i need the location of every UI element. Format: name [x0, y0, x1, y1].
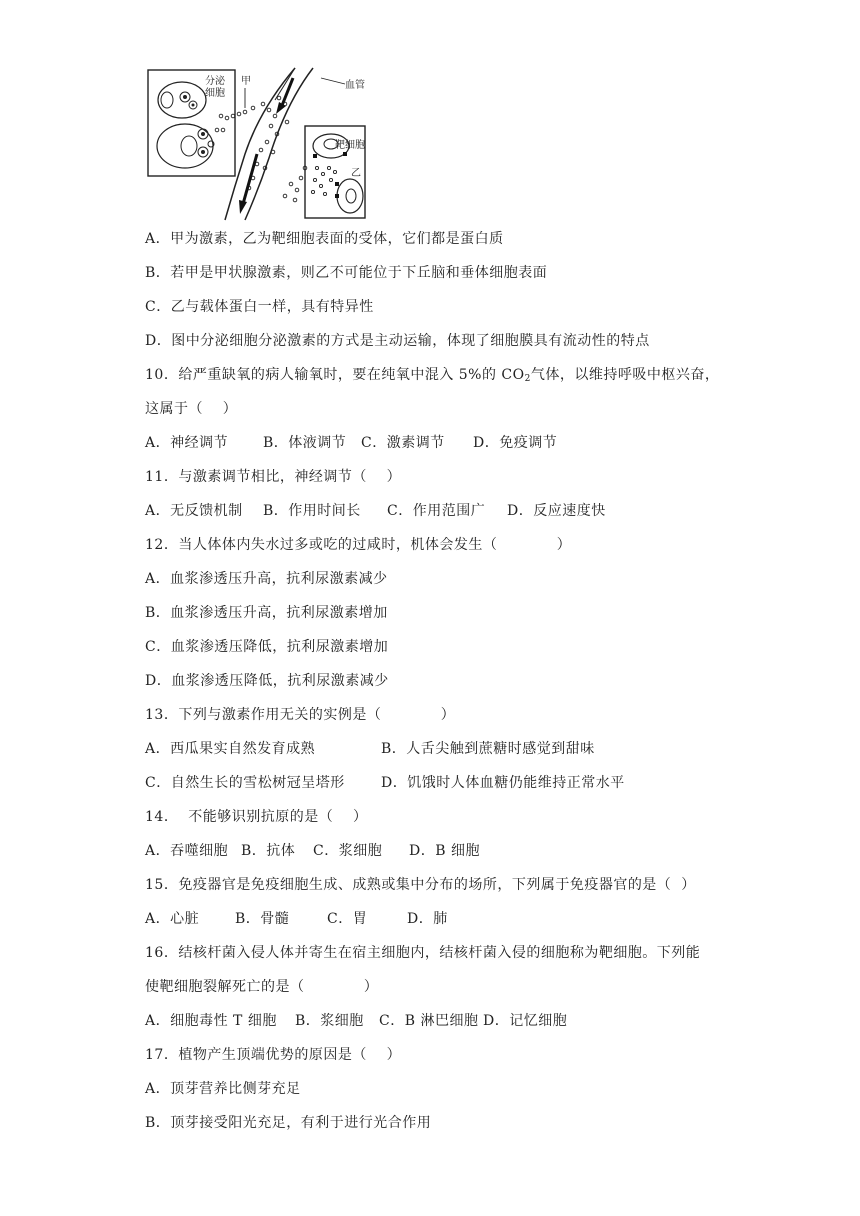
q12-option-c: C．血浆渗透压降低，抗利尿激素增加 — [145, 639, 389, 655]
secreting-cell-lower — [157, 124, 213, 168]
q16-stem-line1: 16．结核杆菌入侵人体并寄生在宿主细胞内，结核杆菌入侵的细胞称为靶细胞。下列能 — [145, 945, 701, 961]
target-cell-lower — [337, 179, 363, 213]
q12-option-a: A．血浆渗透压升高，抗利尿激素减少 — [145, 571, 388, 587]
q10-stem — [145, 366, 719, 388]
q13-option-c: C．自然生长的雪松树冠呈塔形 — [145, 775, 345, 791]
q15-option-c: C．胃 — [327, 911, 368, 927]
q10-stem-part2: 气体，以维持呼吸中枢兴奋， — [530, 367, 720, 383]
q14-option-b: B．抗体 — [241, 843, 296, 859]
q17-stem: 17．植物产生顶端优势的原因是（ ） — [145, 1047, 402, 1063]
q15-stem: 15．免疫器官是免疫细胞生成、成熟或集中分布的场所，下列属于免疫器官的是（ ） — [145, 877, 696, 893]
label-jia: 甲 — [241, 76, 251, 87]
q11-stem: 11．与激素调节相比，神经调节（ ） — [145, 469, 402, 485]
q14-stem: 14． 不能够识别抗原的是（ ） — [145, 809, 368, 825]
q11-option-d: D．反应速度快 — [507, 503, 606, 519]
blood-vessel-wall-right — [245, 68, 313, 220]
q15-option-a: A．心脏 — [145, 911, 200, 927]
q9-option-b: B．若甲是甲状腺激素，则乙不可能位于下丘脑和垂体细胞表面 — [145, 265, 548, 281]
label-target-cell: 靶细胞 — [335, 140, 365, 151]
q12-option-b: B．血浆渗透压升高，抗利尿激素增加 — [145, 605, 388, 621]
q10-stem-part1: 10．给严重缺氧的病人输氧时，要在纯氧中混入 5%的 CO — [145, 367, 525, 383]
q11-option-c: C．作用范围广 — [387, 503, 486, 519]
q17-option-a: A．顶芽营养比侧芽充足 — [145, 1081, 301, 1097]
q16-option-c: C．B 淋巴细胞 — [379, 1013, 479, 1029]
q10-stem-sub: 2 — [524, 374, 531, 384]
q9-option-c: C．乙与载体蛋白一样，具有特异性 — [145, 299, 374, 315]
q14-option-d: D．B 细胞 — [409, 843, 480, 859]
q16-option-a: A．细胞毒性 T 细胞 — [145, 1013, 277, 1029]
q16-option-d: D．记忆细胞 — [483, 1013, 568, 1029]
q15-option-b: B．骨髓 — [235, 911, 290, 927]
q12-stem: 12．当人体体内失水过多或吃的过咸时，机体会发生（ ） — [145, 537, 572, 553]
q16-option-b: B．浆细胞 — [295, 1013, 364, 1029]
q9-option-a: A．甲为激素，乙为靶细胞表面的受体，它们都是蛋白质 — [145, 231, 504, 247]
q13-option-a: A．西瓜果实自然发育成熟 — [145, 741, 316, 757]
q10-option-b: B．体液调节 — [263, 435, 347, 451]
q10-option-a: A．神经调节 — [145, 435, 229, 451]
q10-option-c: C．激素调节 — [361, 435, 445, 451]
label-vessel: 血管 — [345, 80, 365, 91]
q9-option-d: D．图中分泌细胞分泌激素的方式是主动运输，体现了细胞膜具有流动性的特点 — [145, 333, 650, 349]
q15-option-d: D．肺 — [407, 911, 448, 927]
q10-stem-line2: 这属于（ ） — [145, 401, 238, 417]
q16-stem-line2: 使靶细胞裂解死亡的是（ ） — [145, 979, 379, 995]
q14-option-a: A．吞噬细胞 — [145, 843, 229, 859]
q12-option-d: D．血浆渗透压降低，抗利尿激素减少 — [145, 673, 389, 689]
secreting-cell-upper — [158, 82, 206, 118]
q11-option-a: A．无反馈机制 — [145, 503, 243, 519]
q13-option-d: D．饥饿时人体血糖仍能维持正常水平 — [381, 775, 625, 791]
label-secreting-cell-2: 细胞 — [205, 88, 225, 99]
q17-option-b: B．顶芽接受阳光充足，有利于进行光合作用 — [145, 1115, 432, 1131]
q13-option-b: B．人舌尖触到蔗糖时感觉到甜味 — [381, 741, 595, 757]
q13-stem: 13．下列与激素作用无关的实例是（ ） — [145, 707, 456, 723]
q11-option-b: B．作用时间长 — [263, 503, 361, 519]
q14-option-c: C．浆细胞 — [313, 843, 383, 859]
q10-option-d: D．免疫调节 — [473, 435, 558, 451]
label-yi: 乙 — [351, 168, 361, 179]
hormone-signaling-diagram — [145, 64, 370, 222]
label-secreting-cell-1: 分泌 — [205, 76, 225, 87]
